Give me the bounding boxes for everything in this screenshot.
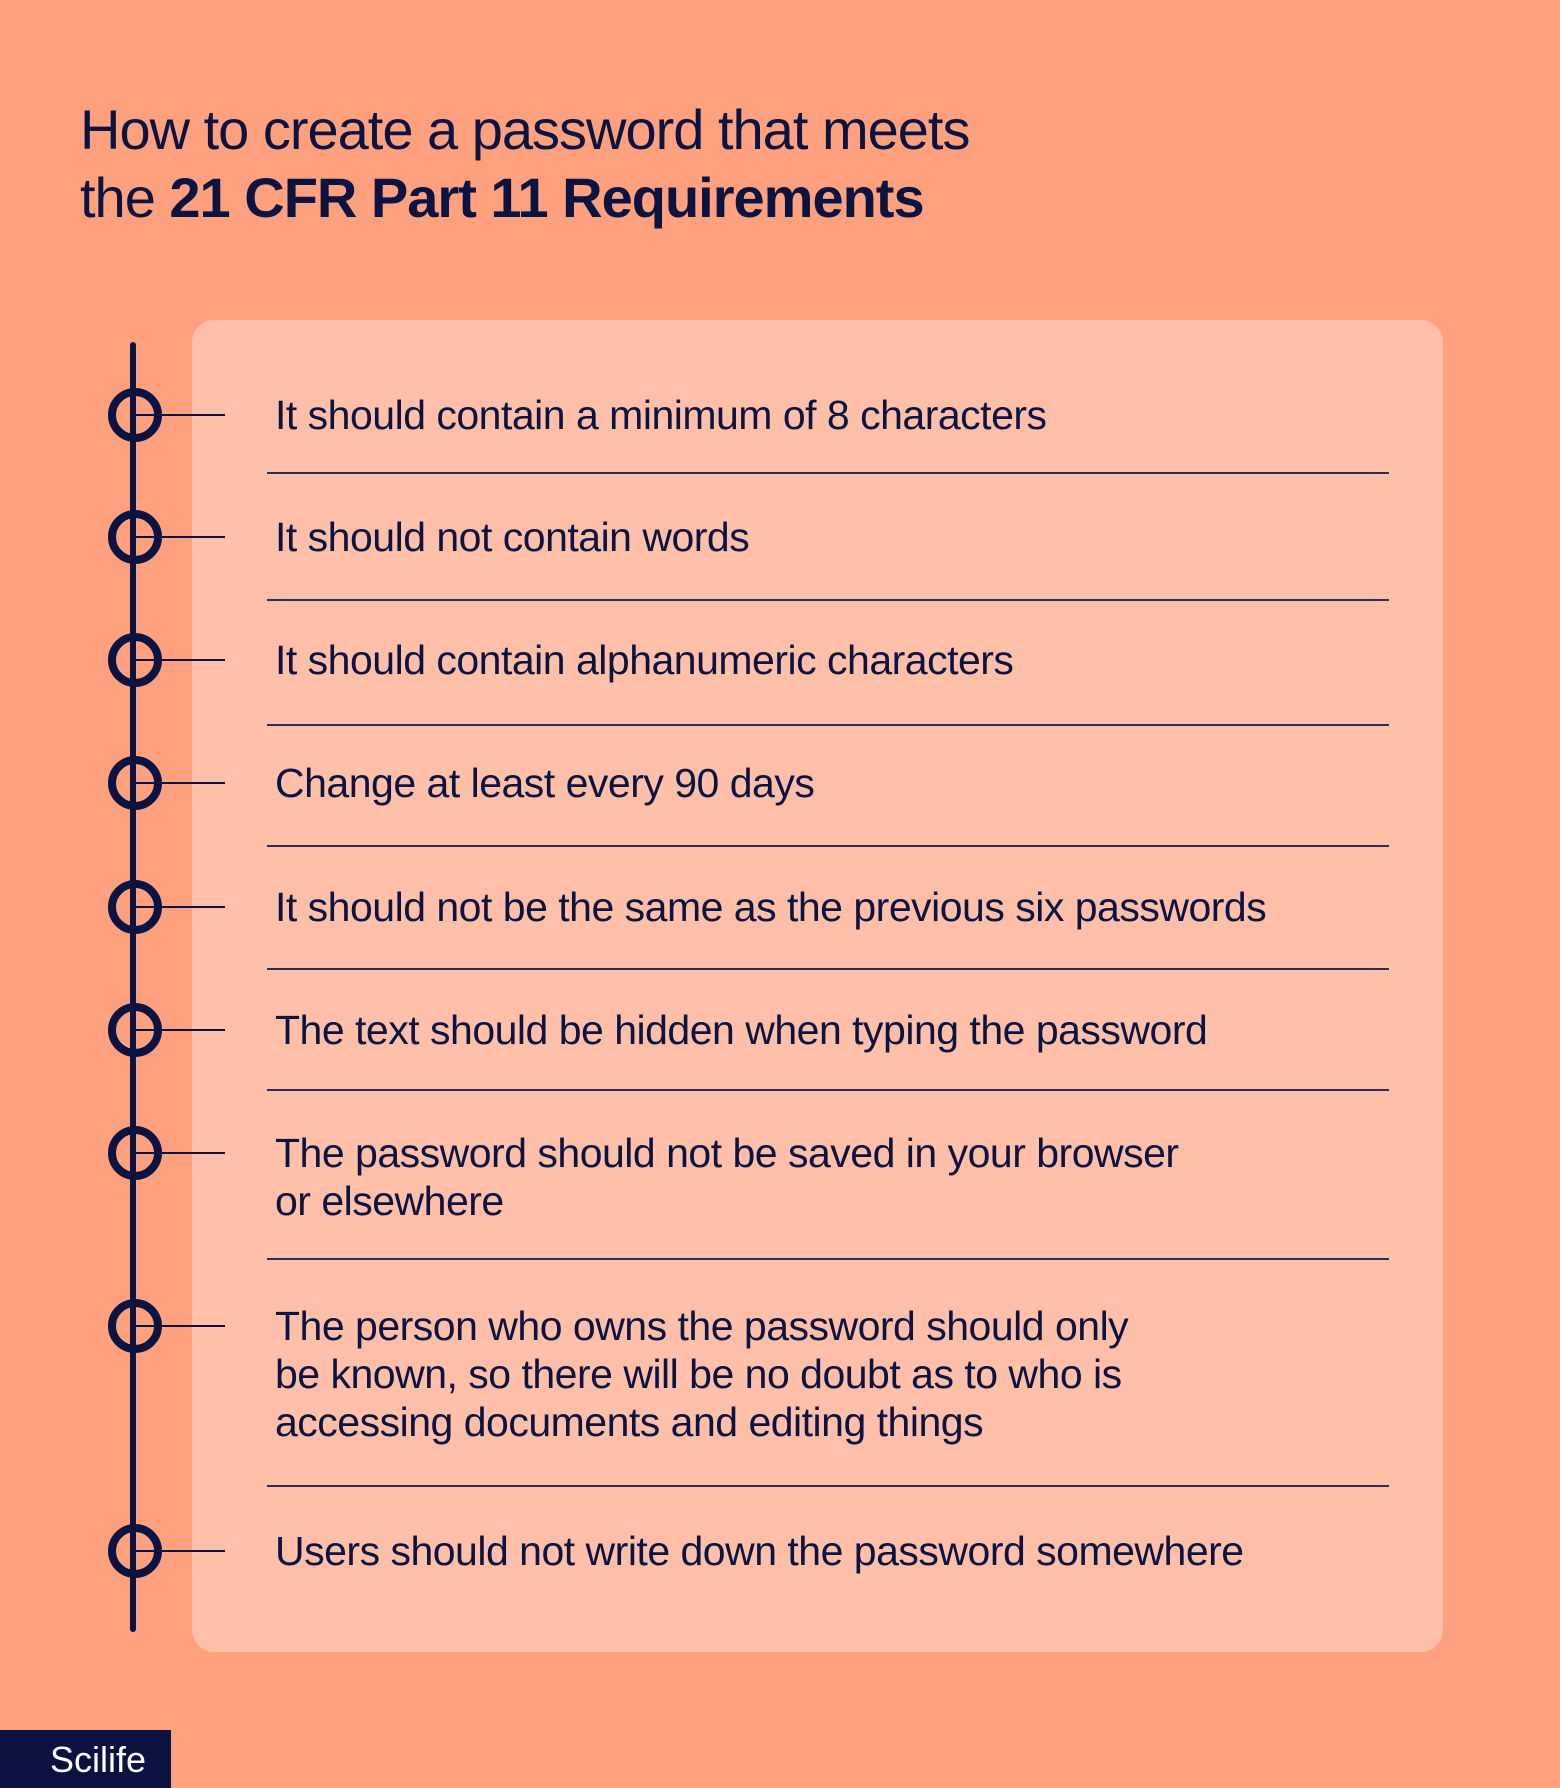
connector-line — [133, 659, 225, 661]
requirement-item — [275, 1129, 1385, 1225]
connector-line — [133, 536, 225, 538]
requirement-text-line: accessing documents and editing things — [275, 1399, 984, 1445]
requirement-item — [275, 1527, 1385, 1575]
divider — [267, 968, 1389, 970]
connector-line — [133, 1029, 225, 1031]
divider — [267, 472, 1389, 474]
requirement-text-line: or elsewhere — [275, 1178, 504, 1224]
requirement-item — [275, 883, 1385, 931]
logo-text: Scilife — [50, 1739, 147, 1780]
connector-line — [133, 1152, 225, 1154]
connector-line — [133, 906, 225, 908]
requirement-item — [275, 1006, 1385, 1054]
divider — [267, 845, 1389, 847]
divider — [267, 599, 1389, 601]
requirement-text-line: The person who owns the password should only — [275, 1303, 1129, 1349]
connector-line — [133, 1325, 225, 1327]
connector-line — [133, 1550, 225, 1552]
requirement-text-line: It should contain a minimum of 8 characters — [275, 392, 1047, 438]
divider — [267, 1089, 1389, 1091]
page-title — [80, 96, 969, 232]
connector-line — [133, 414, 225, 416]
requirement-text-line: It should contain alphanumeric characters — [275, 637, 1014, 683]
requirement-item — [275, 1302, 1385, 1446]
divider — [267, 1258, 1389, 1260]
requirement-item — [275, 391, 1385, 439]
requirement-text-line: Change at least every 90 days — [275, 760, 815, 806]
requirement-text-line: The text should be hidden when typing the password — [275, 1007, 1208, 1053]
requirement-text-line: It should not be the same as the previous six passwords — [275, 884, 1267, 930]
divider — [267, 1485, 1389, 1487]
title-line-1: How to create a password that meets — [80, 98, 970, 161]
divider — [267, 724, 1389, 726]
title-line-2-prefix: the — [80, 166, 170, 229]
requirement-text-line: It should not contain words — [275, 514, 750, 560]
scilife-logo — [0, 1730, 171, 1788]
requirement-item — [275, 759, 1385, 807]
requirement-item — [275, 513, 1385, 561]
title-line-2-bold: 21 CFR Part 11 Requirements — [169, 166, 924, 229]
connector-line — [133, 782, 225, 784]
requirement-text-line: be known, so there will be no doubt as to who is — [275, 1351, 1122, 1397]
requirement-text-line: Users should not write down the password somewhere — [275, 1528, 1244, 1574]
requirement-text-line: The password should not be saved in your browser — [275, 1130, 1179, 1176]
requirement-item — [275, 636, 1385, 684]
